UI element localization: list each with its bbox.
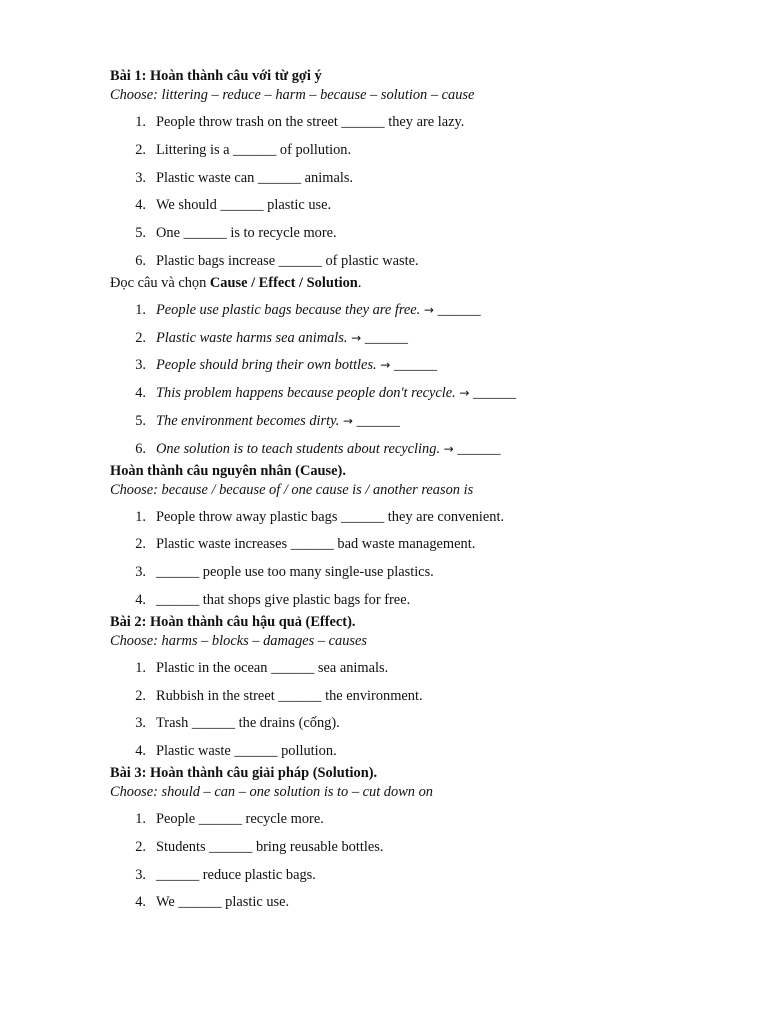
- item-text: This problem happens because people don't recycle.: [156, 385, 456, 402]
- item-text: Plastic waste can ______ animals.: [156, 169, 354, 186]
- list-item: [110, 866, 730, 894]
- item-text: Plastic waste increases ______ bad waste management.: [156, 536, 476, 553]
- item-number: 3 .: [130, 866, 146, 884]
- item-text: We ______ plastic use.: [156, 894, 290, 911]
- answer-blank: ______: [473, 385, 517, 402]
- section-1-title: Bài 1: Hoàn thành câu với từ gợi ý: [110, 68, 322, 84]
- list-item: [110, 591, 730, 619]
- section-4-word-bank: Choose: harms – blocks – damages – causes: [110, 632, 368, 649]
- section-2-title-bold: Cause / Effect / Solution: [209, 274, 358, 291]
- answer-blank: ______: [393, 357, 438, 374]
- section-5-title: Bài 3: Hoàn thành câu giải pháp (Solution).: [110, 764, 378, 781]
- section-3-word-bank: Choose: because / because of / one cause is / another reason is: [110, 481, 474, 498]
- item-number: 2 .: [130, 838, 146, 856]
- item-number: 1 .: [130, 301, 146, 319]
- list-item: [110, 535, 730, 563]
- item-number: 4 .: [130, 196, 146, 214]
- item-text: Plastic waste ______ pollution.: [156, 743, 337, 760]
- item-text: People use plastic bags because they are free.: [156, 301, 421, 318]
- item-text: Students ______ bring reusable bottles.: [156, 838, 384, 855]
- item-number: 5 .: [130, 412, 146, 430]
- arrow-icon: →: [443, 441, 454, 456]
- item-text: We should ______ plastic use.: [156, 197, 332, 214]
- list-item: [110, 563, 730, 591]
- item-text: One solution is to teach students about recycling.: [156, 440, 441, 457]
- section-4-list: [110, 659, 730, 770]
- section-2-title-prefix: Đọc câu và chọn: [110, 274, 210, 291]
- item-number: 2 .: [130, 535, 146, 553]
- item-number: 6 .: [130, 252, 146, 270]
- item-number: 1 .: [130, 659, 146, 677]
- item-text: Plastic waste harms sea animals.: [156, 329, 348, 346]
- list-item: [110, 714, 730, 742]
- list-item: [110, 838, 730, 866]
- item-number: 2 .: [130, 141, 146, 159]
- item-text: People throw away plastic bags ______ they are convenient.: [156, 508, 505, 525]
- item-text: Plastic bags increase ______ of plastic waste.: [156, 252, 419, 269]
- answer-blank: ______: [437, 301, 481, 318]
- item-text: ______ people use too many single-use plastics.: [156, 564, 434, 581]
- arrow-icon: →: [380, 358, 391, 373]
- list-item: [110, 169, 730, 197]
- item-text: ______ reduce plastic bags.: [156, 866, 316, 883]
- item-number: 5 .: [130, 224, 146, 242]
- list-item: [110, 810, 730, 838]
- item-number: 4 .: [130, 384, 146, 402]
- section-4-title: Bài 2: Hoàn thành câu hậu quả (Effect).: [110, 613, 356, 630]
- item-number: 4 .: [130, 591, 146, 609]
- list-item: [110, 412, 730, 440]
- item-number: 1 .: [130, 810, 146, 828]
- item-text: Trash ______ the drains (cống).: [156, 715, 340, 732]
- section-1-word-bank: Choose: littering – reduce – harm – because – solution – cause: [110, 87, 475, 103]
- list-item: [110, 384, 730, 412]
- item-text: Plastic in the ocean ______ sea animals.: [156, 659, 389, 676]
- item-text: People should bring their own bottles.: [156, 357, 377, 374]
- section-1-list: [110, 113, 730, 280]
- arrow-icon: →: [351, 330, 362, 345]
- answer-blank: ______: [457, 440, 501, 457]
- item-text: ______ that shops give plastic bags for free.: [156, 591, 411, 608]
- item-number: 3 .: [130, 563, 146, 581]
- answer-blank: ______: [356, 412, 400, 429]
- list-item: [110, 224, 730, 252]
- list-item: [110, 356, 730, 384]
- item-number: 3 .: [130, 714, 146, 732]
- list-item: [110, 252, 730, 280]
- section-2-title-suffix: .: [357, 274, 362, 291]
- item-text: Rubbish in the street ______ the environment.: [156, 687, 423, 704]
- item-number: 3 .: [130, 356, 146, 374]
- item-number: 2 .: [130, 687, 146, 705]
- list-item: [110, 301, 730, 329]
- answer-blank: ______: [364, 329, 408, 346]
- section-3-title: Hoàn thành câu nguyên nhân (Cause).: [110, 462, 346, 479]
- list-item: [110, 893, 730, 921]
- item-number: 6 .: [130, 440, 146, 458]
- arrow-icon: →: [423, 302, 434, 317]
- item-number: 1 .: [130, 113, 146, 131]
- arrow-icon: →: [342, 413, 353, 428]
- item-text: People ______ recycle more.: [156, 810, 324, 827]
- item-number: 1 .: [130, 508, 146, 526]
- arrow-icon: →: [459, 386, 470, 401]
- item-text: People throw trash on the street ______ they are lazy.: [156, 114, 465, 130]
- section-5-list: [110, 810, 730, 921]
- list-item: [110, 196, 730, 224]
- item-number: 3 .: [130, 169, 146, 187]
- list-item: [110, 508, 730, 536]
- section-1-header: [110, 67, 730, 105]
- section-3-list: [110, 508, 730, 619]
- list-item: [110, 687, 730, 715]
- item-text: The environment becomes dirty.: [156, 412, 340, 429]
- item-number: 4 .: [130, 742, 146, 760]
- worksheet: [110, 67, 730, 921]
- item-text: One ______ is to recycle more.: [156, 225, 337, 242]
- item-text: Littering is a ______ of pollution.: [156, 141, 352, 158]
- section-5-word-bank: Choose: should – can – one solution is to – cut down on: [110, 783, 433, 800]
- list-item: [110, 742, 730, 770]
- list-item: [110, 141, 730, 169]
- section-2-list: [110, 301, 730, 468]
- list-item: [110, 329, 730, 357]
- list-item: [110, 659, 730, 687]
- list-item: [110, 113, 730, 141]
- item-number: 4 .: [130, 893, 146, 911]
- item-number: 2 .: [130, 329, 146, 347]
- list-item: [110, 440, 730, 468]
